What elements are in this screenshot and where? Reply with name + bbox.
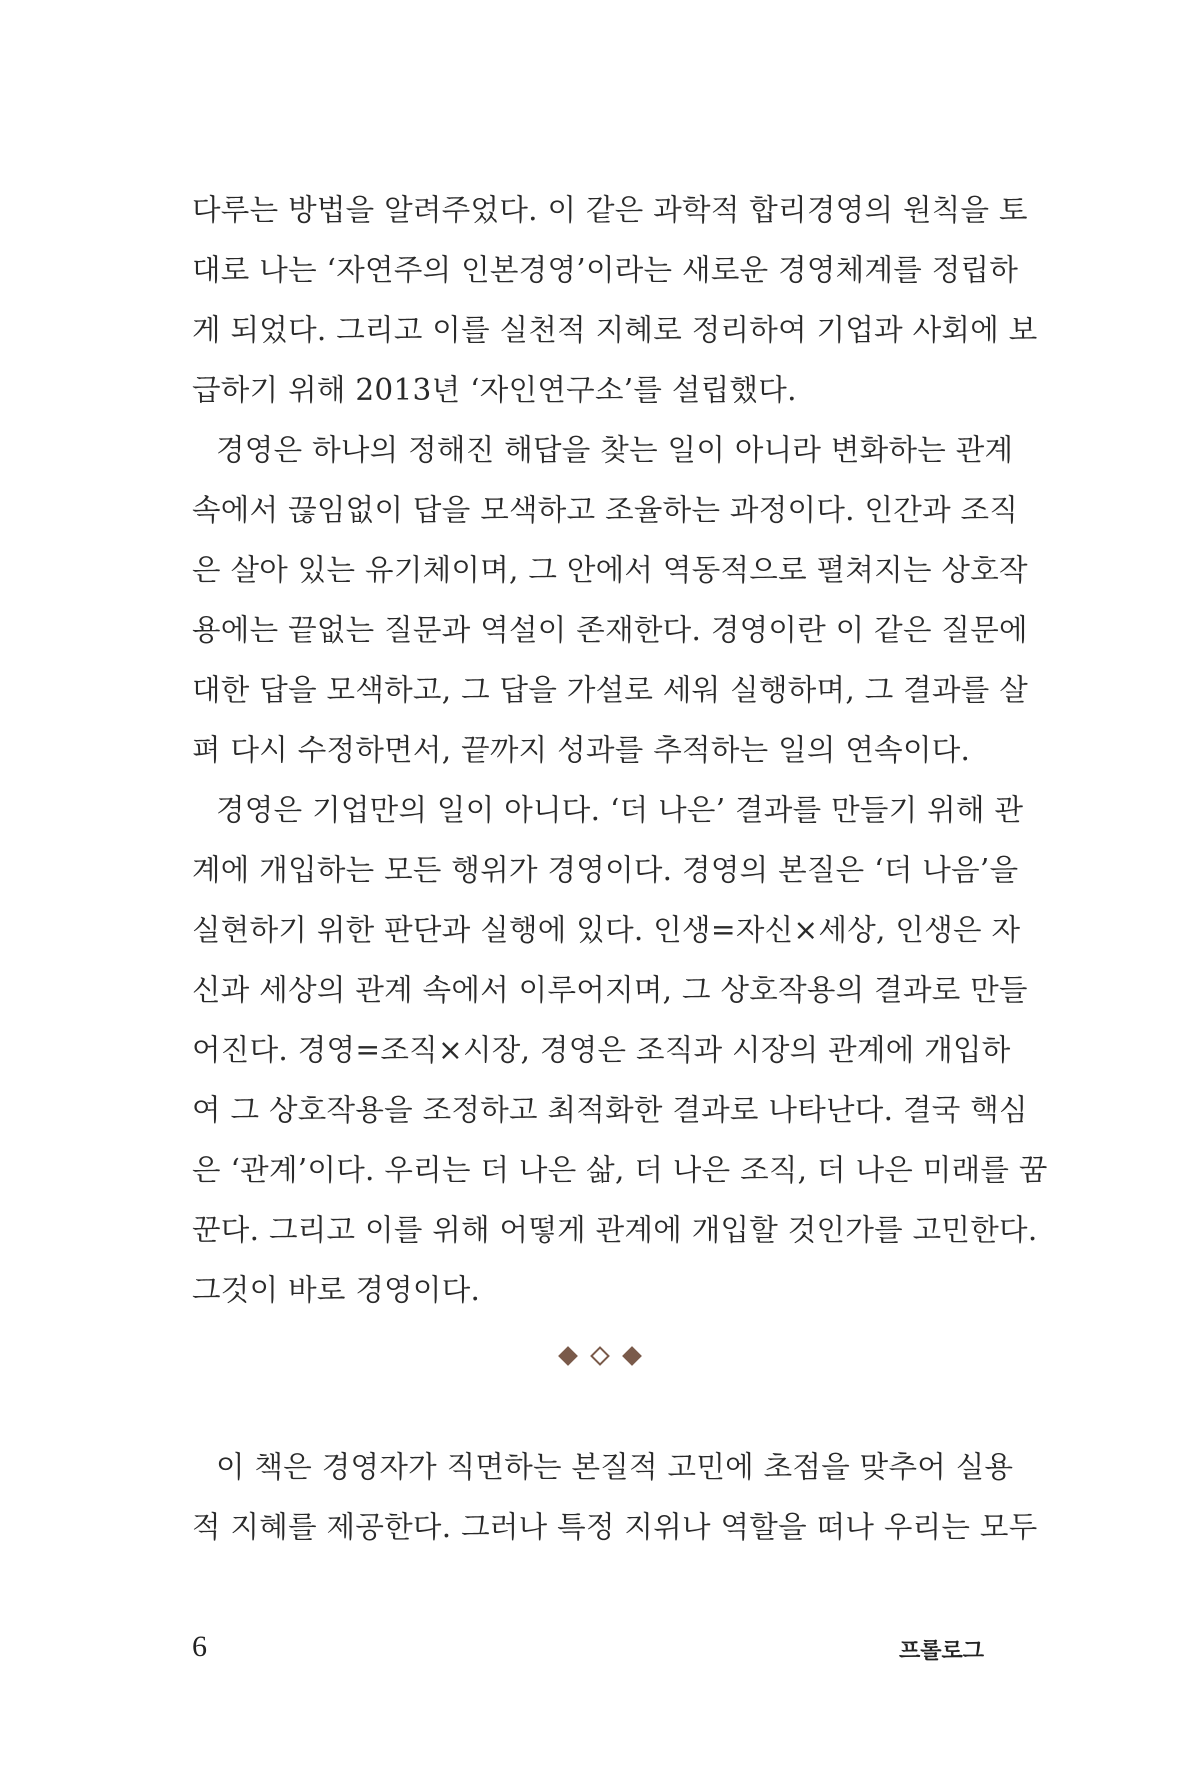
text-line: 어진다. 경영=조직×시장, 경영은 조직과 시장의 관계에 개입하 — [192, 1033, 1011, 1067]
text-line: 계에 개입하는 모든 행위가 경영이다. 경영의 본질은 ‘더 나음’을 — [192, 853, 1019, 887]
text-line: 이 책은 경영자가 직면하는 본질적 고민에 초점을 맞추어 실용 — [216, 1450, 1014, 1484]
text-line: 속에서 끊임없이 답을 모색하고 조율하는 과정이다. 인간과 조직 — [192, 493, 1019, 527]
text-line: 다루는 방법을 알려주었다. 이 같은 과학적 합리경영의 원칙을 토 — [192, 193, 1028, 227]
text-line: 꾼다. 그리고 이를 위해 어떻게 관계에 개입할 것인가를 고민한다. — [192, 1213, 1038, 1247]
text-line: 펴 다시 수정하면서, 끝까지 성과를 추적하는 일의 연속이다. — [192, 733, 971, 767]
text-line: 적 지혜를 제공한다. 그러나 특정 지위나 역할을 떠나 우리는 모두 — [192, 1510, 1038, 1544]
page-number: 6 — [192, 1630, 207, 1663]
filled-diamond-icon — [558, 1346, 578, 1366]
body-text-bottom — [192, 1437, 1038, 1557]
running-head: 프롤로그 — [898, 1639, 984, 1664]
text-line: 대한 답을 모색하고, 그 답을 가설로 세워 실행하며, 그 결과를 살 — [192, 673, 1029, 707]
text-line: 게 되었다. 그리고 이를 실천적 지혜로 정리하여 기업과 사회에 보 — [192, 313, 1038, 347]
text-line: 은 살아 있는 유기체이며, 그 안에서 역동적으로 펼쳐지는 상호작 — [192, 553, 1028, 587]
hollow-diamond-icon — [590, 1346, 610, 1366]
text-line: 대로 나는 ‘자연주의 인본경영’이라는 새로운 경영체계를 정립하 — [192, 253, 1019, 287]
text-line: 급하기 위해 2013년 ‘자인연구소’를 설립했다. — [192, 373, 797, 407]
text-line: 그것이 바로 경영이다. — [192, 1273, 481, 1307]
text-line: 신과 세상의 관계 속에서 이루어지며, 그 상호작용의 결과로 만들 — [192, 973, 1028, 1007]
filled-diamond-icon — [622, 1346, 642, 1366]
text-line: 경영은 하나의 정해진 해답을 찾는 일이 아니라 변화하는 관계 — [216, 433, 1014, 467]
text-line: 실현하기 위한 판단과 실행에 있다. 인생=자신×세상, 인생은 자 — [192, 913, 1021, 947]
body-text-top — [192, 180, 1048, 1320]
text-line: 여 그 상호작용을 조정하고 최적화한 결과로 나타난다. 결국 핵심 — [192, 1093, 1028, 1127]
text-line: 경영은 기업만의 일이 아니다. ‘더 나은’ 결과를 만들기 위해 관 — [216, 793, 1024, 827]
text-line: 용에는 끝없는 질문과 역설이 존재한다. 경영이란 이 같은 질문에 — [192, 613, 1028, 647]
text-line: 은 ‘관계’이다. 우리는 더 나은 삶, 더 나은 조직, 더 나은 미래를 꿈 — [192, 1153, 1048, 1187]
section-break-ornament — [0, 1341, 1200, 1371]
